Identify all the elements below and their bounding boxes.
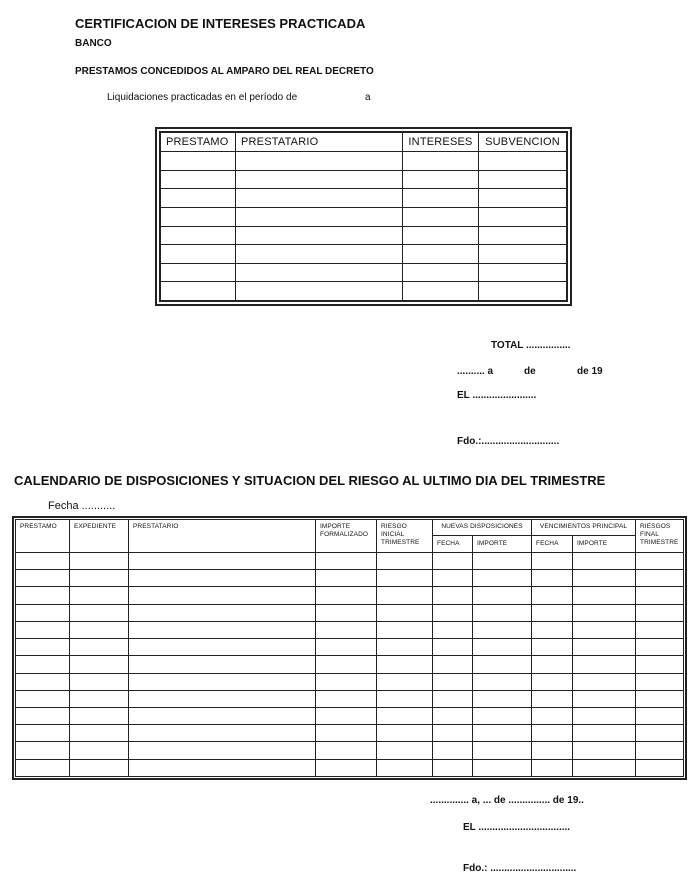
empty-cell (636, 673, 684, 690)
table-row (16, 570, 684, 587)
empty-cell (636, 621, 684, 638)
empty-cell (636, 570, 684, 587)
empty-cell (479, 189, 567, 208)
empty-cell (532, 656, 573, 673)
empty-cell (316, 587, 377, 604)
riesgo-label: RIESGO (381, 523, 407, 530)
empty-cell (473, 690, 532, 707)
empty-cell (532, 690, 573, 707)
header-intereses: INTERESES (403, 133, 479, 152)
empty-cell (16, 759, 70, 776)
empty-cell (70, 707, 129, 724)
empty-cell (532, 707, 573, 724)
date-line-de: de (524, 366, 536, 377)
empty-cell (636, 656, 684, 673)
empty-cell (161, 207, 236, 226)
header-prestatario: PRESTATARIO (129, 520, 316, 553)
empty-cell (636, 707, 684, 724)
empty-cell (377, 570, 433, 587)
empty-cell (403, 263, 479, 282)
empty-cell (236, 282, 403, 301)
empty-cell (532, 725, 573, 742)
empty-cell (70, 742, 129, 759)
empty-cell (433, 725, 473, 742)
inicial-label: INICIAL (381, 531, 405, 538)
empty-cell (377, 690, 433, 707)
table-row (161, 226, 567, 245)
header-riesgos-final (636, 520, 684, 553)
calendar-title: CALENDARIO DE DISPOSICIONES Y SITUACION DEL RIESGO AL ULTIMO DIA DEL TRIMESTRE (14, 473, 606, 488)
empty-cell (316, 673, 377, 690)
empty-cell (161, 226, 236, 245)
date-line-left: .......... a (457, 366, 494, 377)
empty-cell (16, 725, 70, 742)
empty-cell (473, 621, 532, 638)
empty-cell (316, 604, 377, 621)
empty-cell (377, 621, 433, 638)
table-row (16, 553, 684, 570)
empty-cell (377, 656, 433, 673)
empty-cell (433, 707, 473, 724)
empty-cell (161, 263, 236, 282)
empty-cell (636, 690, 684, 707)
empty-cell (377, 707, 433, 724)
empty-cell (377, 742, 433, 759)
empty-cell (473, 673, 532, 690)
empty-cell (636, 725, 684, 742)
table-row (16, 690, 684, 707)
header-nuevas-disposiciones: NUEVAS DISPOSICIONES (433, 520, 532, 536)
table-row (161, 152, 567, 171)
empty-cell (433, 639, 473, 656)
empty-cell (377, 553, 433, 570)
empty-cell (473, 553, 532, 570)
header-importe-formalizado (316, 520, 377, 553)
empty-cell (403, 226, 479, 245)
empty-cell (433, 587, 473, 604)
empty-cell (129, 673, 316, 690)
table-row (161, 207, 567, 226)
header-prestatario: PRESTATARIO (236, 133, 403, 152)
empty-cell (573, 639, 636, 656)
empty-cell (377, 673, 433, 690)
empty-cell (532, 759, 573, 776)
empty-cell (316, 553, 377, 570)
empty-cell (377, 725, 433, 742)
empty-cell (636, 553, 684, 570)
formalizado-label: FORMALIZADO (320, 531, 369, 538)
table-row (16, 604, 684, 621)
empty-cell (16, 707, 70, 724)
sub-fecha-vencimientos: FECHA (532, 536, 573, 553)
empty-cell (236, 170, 403, 189)
sub-importe-vencimientos: IMPORTE (573, 536, 636, 553)
empty-cell (532, 742, 573, 759)
empty-cell (316, 570, 377, 587)
empty-cell (236, 263, 403, 282)
empty-cell (573, 707, 636, 724)
empty-cell (403, 189, 479, 208)
empty-cell (473, 742, 532, 759)
empty-cell (532, 553, 573, 570)
table-row (16, 621, 684, 638)
empty-cell (479, 282, 567, 301)
empty-cell (316, 759, 377, 776)
empty-cell (70, 570, 129, 587)
empty-cell (377, 604, 433, 621)
empty-cell (129, 742, 316, 759)
empty-cell (532, 587, 573, 604)
empty-cell (433, 742, 473, 759)
fdo-line: Fdo.:............................ (457, 436, 560, 447)
empty-cell (473, 759, 532, 776)
empty-cell (433, 690, 473, 707)
empty-cell (573, 690, 636, 707)
fecha-line: Fecha ........... (48, 500, 116, 512)
empty-cell (479, 207, 567, 226)
table-row (16, 707, 684, 724)
empty-cell (636, 604, 684, 621)
empty-cell (532, 604, 573, 621)
empty-cell (70, 725, 129, 742)
empty-cell (16, 604, 70, 621)
empty-cell (479, 170, 567, 189)
empty-cell (129, 690, 316, 707)
empty-cell (70, 673, 129, 690)
empty-cell (316, 621, 377, 638)
empty-cell (129, 553, 316, 570)
empty-cell (161, 245, 236, 264)
total-line: TOTAL ................ (491, 340, 571, 351)
table-row (16, 725, 684, 742)
empty-cell (479, 245, 567, 264)
el-line: EL ....................... (457, 390, 537, 401)
empty-cell (403, 207, 479, 226)
table-row (161, 263, 567, 282)
certification-title: CERTIFICACION DE INTERESES PRACTICADA (75, 16, 366, 31)
empty-cell (161, 170, 236, 189)
header-prestamo: PRESTAMO (16, 520, 70, 553)
empty-cell (433, 621, 473, 638)
empty-cell (532, 570, 573, 587)
empty-cell (16, 690, 70, 707)
empty-cell (636, 639, 684, 656)
empty-cell (236, 245, 403, 264)
date-line-year: de 19 (577, 366, 603, 377)
empty-cell (70, 690, 129, 707)
table-row (161, 170, 567, 189)
table-row (16, 673, 684, 690)
table-row (161, 282, 567, 301)
empty-cell (70, 759, 129, 776)
calendar-el-line: EL ................................. (463, 822, 571, 833)
empty-cell (532, 621, 573, 638)
sub-fecha-nuevas: FECHA (433, 536, 473, 553)
empty-cell (316, 690, 377, 707)
empty-cell (16, 621, 70, 638)
empty-cell (16, 587, 70, 604)
empty-cell (129, 639, 316, 656)
empty-cell (532, 639, 573, 656)
empty-cell (403, 170, 479, 189)
empty-cell (16, 673, 70, 690)
empty-cell (473, 707, 532, 724)
table-row (16, 639, 684, 656)
empty-cell (377, 587, 433, 604)
table-row (161, 245, 567, 264)
table-row (161, 189, 567, 208)
empty-cell (573, 553, 636, 570)
empty-cell (316, 725, 377, 742)
period-text: Liquidaciones practicadas en el período de (107, 92, 298, 103)
empty-cell (129, 759, 316, 776)
empty-cell (16, 742, 70, 759)
header-riesgo-inicial (377, 520, 433, 553)
calendar-fdo-line: Fdo.: ............................... (463, 863, 577, 874)
empty-cell (403, 245, 479, 264)
empty-cell (129, 656, 316, 673)
empty-cell (129, 621, 316, 638)
empty-cell (573, 673, 636, 690)
bank-label: BANCO (75, 38, 112, 49)
table-row (16, 656, 684, 673)
trimestre-label: TRIMESTRE (381, 539, 420, 546)
empty-cell (479, 152, 567, 171)
empty-cell (636, 742, 684, 759)
empty-cell (129, 570, 316, 587)
empty-cell (70, 587, 129, 604)
empty-cell (636, 759, 684, 776)
empty-cell (70, 553, 129, 570)
empty-cell (403, 282, 479, 301)
empty-cell (316, 639, 377, 656)
table-row (16, 742, 684, 759)
empty-cell (236, 207, 403, 226)
empty-cell (129, 725, 316, 742)
empty-cell (473, 570, 532, 587)
empty-cell (532, 673, 573, 690)
empty-cell (433, 759, 473, 776)
empty-cell (316, 656, 377, 673)
empty-cell (573, 759, 636, 776)
empty-cell (316, 707, 377, 724)
empty-cell (573, 725, 636, 742)
empty-cell (236, 152, 403, 171)
empty-cell (377, 639, 433, 656)
empty-cell (573, 656, 636, 673)
trimestre-final-label: TRIMESTRE (640, 539, 679, 546)
empty-cell (316, 742, 377, 759)
calendar-table (12, 516, 687, 780)
empty-cell (16, 553, 70, 570)
empty-cell (473, 656, 532, 673)
empty-cell (573, 604, 636, 621)
empty-cell (377, 759, 433, 776)
empty-cell (636, 587, 684, 604)
empty-cell (129, 604, 316, 621)
empty-cell (473, 639, 532, 656)
header-expediente: EXPEDIENTE (70, 520, 129, 553)
empty-cell (473, 604, 532, 621)
empty-cell (573, 742, 636, 759)
interest-table (155, 127, 572, 306)
empty-cell (70, 656, 129, 673)
empty-cell (573, 570, 636, 587)
empty-cell (479, 226, 567, 245)
sub-importe-nuevas: IMPORTE (473, 536, 532, 553)
empty-cell (16, 570, 70, 587)
header-prestamo: PRESTAMO (161, 133, 236, 152)
empty-cell (473, 587, 532, 604)
empty-cell (161, 282, 236, 301)
empty-cell (129, 587, 316, 604)
empty-cell (161, 189, 236, 208)
empty-cell (70, 604, 129, 621)
importe-label: IMPORTE (320, 523, 351, 530)
empty-cell (236, 189, 403, 208)
empty-cell (433, 673, 473, 690)
empty-cell (433, 656, 473, 673)
empty-cell (433, 570, 473, 587)
empty-cell (433, 604, 473, 621)
empty-cell (70, 639, 129, 656)
header-vencimientos-principal: VENCIMIENTOS PRINCIPAL (532, 520, 636, 536)
interest-table-header (161, 133, 567, 152)
empty-cell (403, 152, 479, 171)
empty-cell (236, 226, 403, 245)
empty-cell (433, 553, 473, 570)
empty-cell (16, 656, 70, 673)
empty-cell (573, 621, 636, 638)
decree-subtitle: PRESTAMOS CONCEDIDOS AL AMPARO DEL REAL DECRETO (75, 66, 374, 77)
table-row (16, 587, 684, 604)
empty-cell (473, 725, 532, 742)
empty-cell (129, 707, 316, 724)
empty-cell (479, 263, 567, 282)
empty-cell (161, 152, 236, 171)
table-row (16, 759, 684, 776)
empty-cell (573, 587, 636, 604)
empty-cell (16, 639, 70, 656)
riesgos-label: RIESGOS (640, 523, 671, 530)
final-label: FINAL (640, 531, 659, 538)
calendar-date-line: .............. a, ... de ............... de 19.. (430, 795, 584, 806)
period-a: a (365, 92, 371, 103)
header-subvencion: SUBVENCION (479, 133, 567, 152)
calendar-header-row (16, 520, 684, 536)
empty-cell (70, 621, 129, 638)
